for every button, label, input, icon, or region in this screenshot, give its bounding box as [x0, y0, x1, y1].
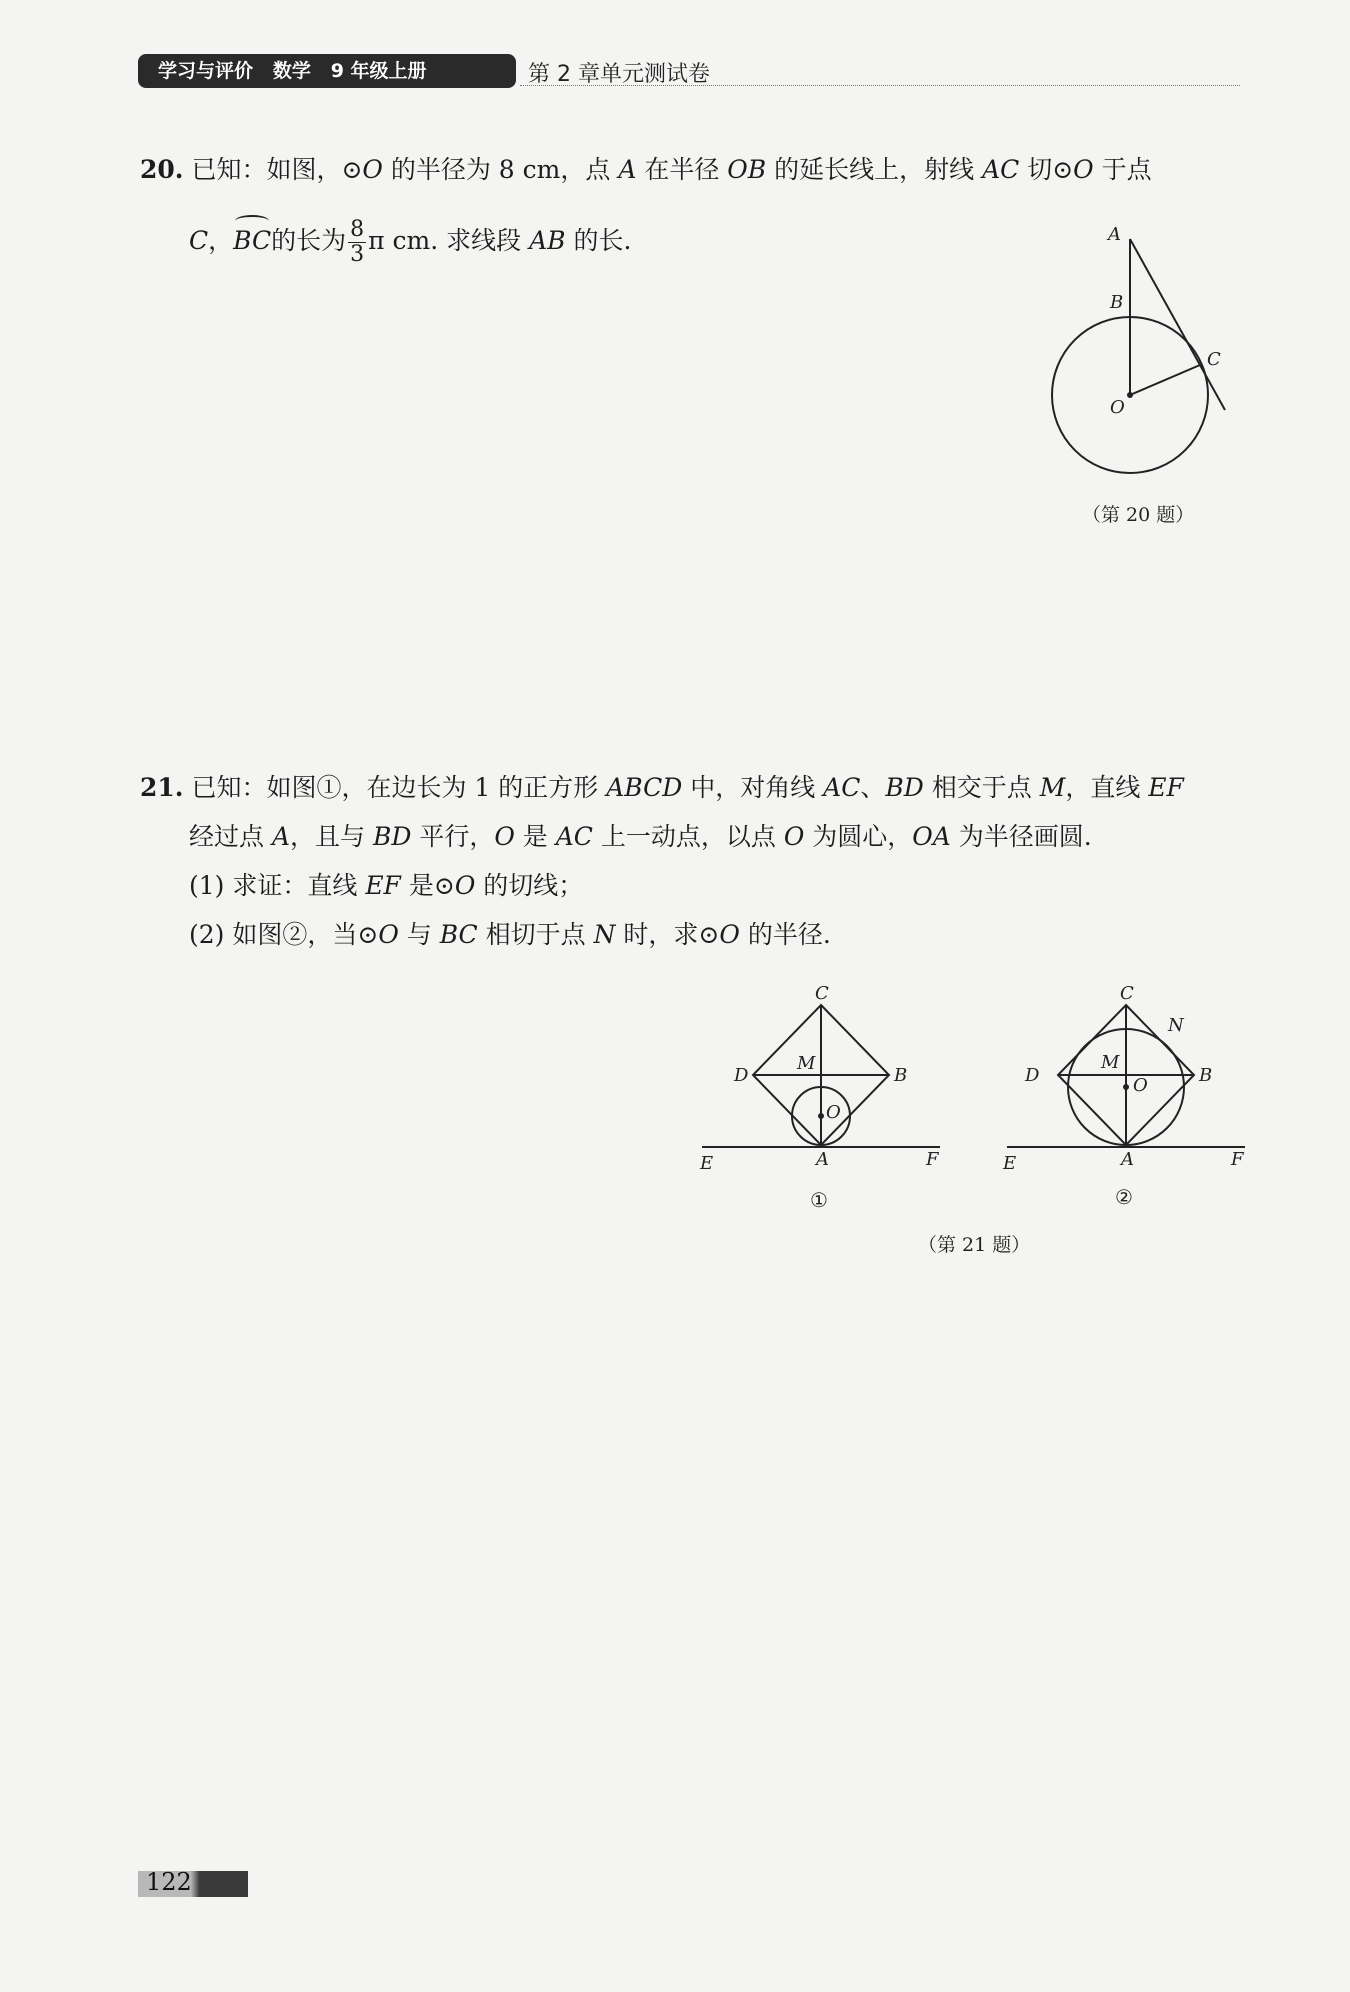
- center-point: [1123, 1084, 1129, 1090]
- q20-text: AB: [529, 226, 566, 255]
- label-n: N: [1168, 1015, 1184, 1036]
- figure-20: [1030, 215, 1260, 485]
- label-a: A: [816, 1149, 829, 1170]
- q21-part1: [189, 866, 583, 906]
- q21-text: (1) 求证：直线: [189, 871, 366, 900]
- q21-text: O: [454, 871, 476, 900]
- q20-text: ，: [208, 226, 234, 255]
- arc-bc: BC: [233, 221, 271, 261]
- label-m: M: [1101, 1052, 1120, 1073]
- q20-text: 的半径为 8 cm，点: [382, 155, 619, 184]
- q21-text: 的半径.: [739, 920, 831, 949]
- q21-text: N: [593, 920, 616, 949]
- q21-part2: [189, 915, 831, 955]
- label-e: E: [1003, 1153, 1017, 1174]
- radius-oc: [1130, 365, 1200, 395]
- q21-text: 时，求⊙: [615, 920, 720, 949]
- q21-text: 相交于点: [923, 773, 1040, 802]
- q21-text: OA: [912, 822, 951, 851]
- q21-number: 21.: [140, 773, 184, 802]
- q21-text: BD: [372, 822, 412, 851]
- label-a: A: [1121, 1149, 1134, 1170]
- q21-line2: [189, 817, 1092, 857]
- q20-number: 20.: [140, 155, 184, 184]
- q21-text: AC: [823, 773, 861, 802]
- label-f: F: [926, 1149, 939, 1170]
- q21-text: M: [1039, 773, 1066, 802]
- figure-20-caption: （第 20 题）: [1082, 504, 1195, 526]
- q20-text: π cm. 求线段: [368, 226, 530, 255]
- tangent-ac: [1130, 239, 1225, 410]
- figure-21-2-label: ②: [1115, 1185, 1133, 1209]
- q21-text: ，直线: [1065, 773, 1149, 802]
- page-number: 122: [146, 1868, 192, 1896]
- q20-text: 的长.: [565, 226, 632, 255]
- q21-text: (2) 如图②，当⊙: [189, 920, 379, 949]
- q21-text: 已知：如图①，在边长为 1 的正方形: [191, 773, 607, 802]
- label-a: A: [1108, 224, 1121, 245]
- label-c: C: [815, 983, 829, 1004]
- figure-21-1-label: ①: [810, 1188, 828, 1212]
- label-d: D: [1025, 1065, 1040, 1086]
- q21-text: 与: [398, 920, 440, 949]
- label-o: O: [826, 1102, 841, 1123]
- fraction: [348, 218, 366, 267]
- q20-text: A: [618, 155, 637, 184]
- q21-text: A: [271, 822, 291, 851]
- q20-text: O: [1073, 155, 1094, 184]
- q20-text: 的长为: [271, 226, 347, 255]
- label-c: C: [1207, 349, 1221, 370]
- label-o: O: [1133, 1075, 1148, 1096]
- center-point: [818, 1113, 824, 1119]
- q21-text: O: [494, 822, 515, 851]
- q21-text: 是⊙: [400, 871, 455, 900]
- book-title-banner: 学习与评价 数学 9 年级上册: [138, 54, 516, 88]
- q21-text: AC: [555, 822, 593, 851]
- q21-text: BC: [439, 920, 478, 949]
- q20-text: AC: [982, 155, 1020, 184]
- figure-21-caption: （第 21 题）: [918, 1234, 1031, 1256]
- label-o: O: [1110, 397, 1125, 418]
- q20-text: OB: [727, 155, 767, 184]
- q20-line1: [140, 150, 1152, 190]
- q21-text: EF: [365, 871, 401, 900]
- q20-text: 在半径: [636, 155, 728, 184]
- figure-21-1: [690, 975, 960, 1175]
- label-b: B: [894, 1065, 908, 1086]
- q21-text: 中，对角线: [682, 773, 824, 802]
- label-b: B: [1110, 292, 1124, 313]
- q21-text: O: [378, 920, 399, 949]
- q21-text: ，且与: [290, 822, 373, 851]
- figure-21-2: [995, 975, 1265, 1175]
- q21-text: 上一动点，以点: [592, 822, 784, 851]
- label-e: E: [700, 1153, 714, 1174]
- q20-text: 切⊙: [1019, 155, 1074, 184]
- q21-text: 、: [860, 773, 886, 802]
- q20-text: 的延长线上，射线: [766, 155, 983, 184]
- label-m: M: [797, 1053, 816, 1074]
- q21-text: 为半径画圆.: [950, 822, 1092, 851]
- chapter-title: 第 2 章单元测试卷: [528, 62, 710, 87]
- center-point: [1127, 392, 1133, 398]
- q21-text: EF: [1148, 773, 1184, 802]
- q20-line2: [189, 218, 631, 267]
- label-c: C: [1120, 983, 1134, 1004]
- q21-text: 经过点: [189, 822, 272, 851]
- q21-text: 是: [514, 822, 556, 851]
- q21-text: O: [783, 822, 805, 851]
- q21-text: ABCD: [606, 773, 683, 802]
- q21-line1: [140, 768, 1184, 808]
- q21-text: 的切线；: [475, 871, 584, 900]
- q21-text: 相切于点: [477, 920, 594, 949]
- fraction-numerator: 8: [350, 217, 365, 242]
- q21-text: 平行，: [411, 822, 495, 851]
- fraction-denominator: 3: [350, 242, 365, 267]
- q21-text: O: [719, 920, 740, 949]
- label-d: D: [734, 1065, 749, 1086]
- q20-text: O: [362, 155, 383, 184]
- q21-text: 为圆心，: [804, 822, 913, 851]
- q20-text: 已知：如图，⊙: [191, 155, 363, 184]
- header-divider: [520, 85, 1240, 86]
- q21-text: BD: [885, 773, 924, 802]
- q20-text: 于点: [1093, 155, 1152, 184]
- q20-text: C: [189, 226, 209, 255]
- label-b: B: [1199, 1065, 1213, 1086]
- label-f: F: [1231, 1149, 1244, 1170]
